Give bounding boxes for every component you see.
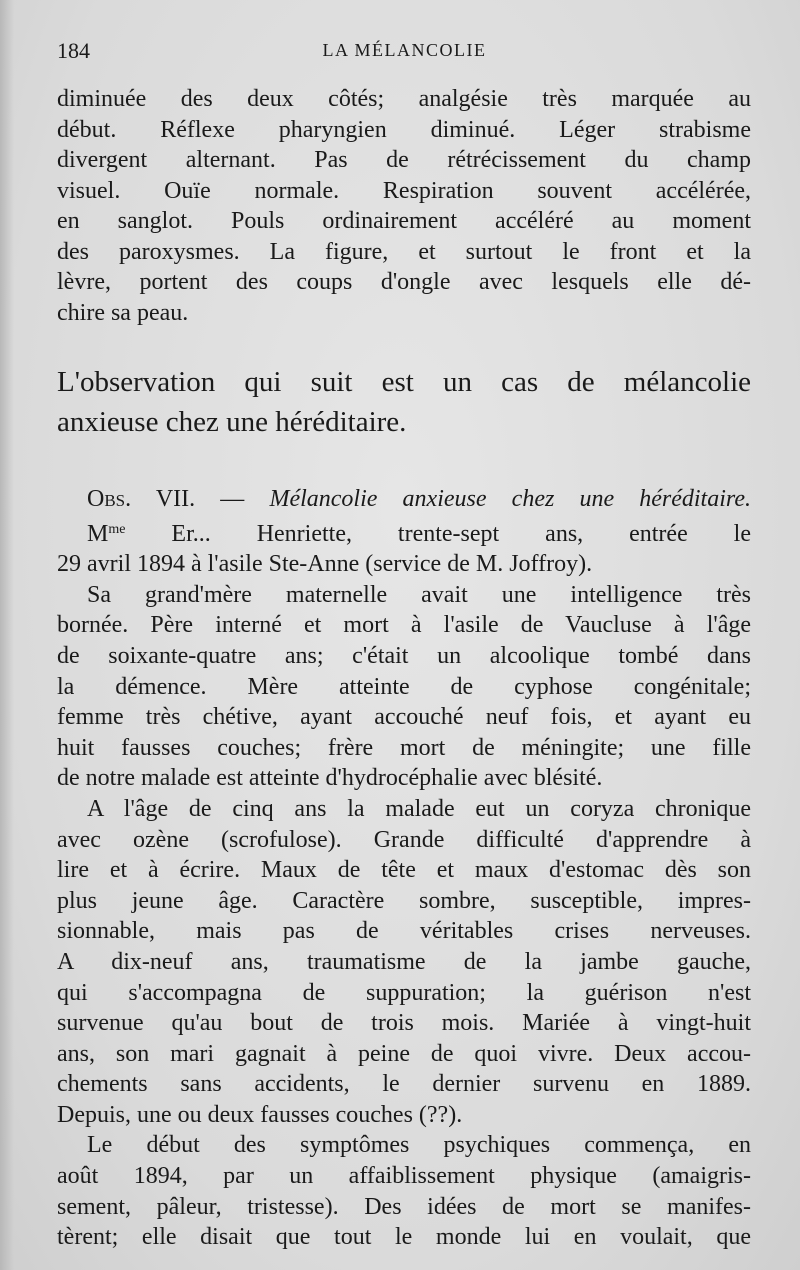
text-line: des paroxysmes. La figure, et surtout le front et la xyxy=(57,238,751,265)
text-line: de notre malade est atteinte d'hydrocéphalie avec blésité. xyxy=(57,765,603,792)
text-line: sionnable, mais pas de véritables crises nerveuses. xyxy=(57,918,751,945)
page-header xyxy=(57,38,752,68)
text-line: A dix-neuf ans, traumatisme de la jambe gauche, xyxy=(57,948,751,975)
text-line: la démence. Mère atteinte de cyphose congénitale; xyxy=(57,673,751,700)
running-head: LA MÉLANCOLIE xyxy=(322,40,487,60)
text-line: tèrent; elle disait que tout le monde lui en voulait, que xyxy=(57,1224,751,1251)
observation-block xyxy=(57,484,751,1253)
text-line: femme très chétive, ayant accouché neuf fois, et ayant eu xyxy=(57,704,751,731)
text-line: bornée. Père interné et mort à l'asile de Vaucluse à l'âge xyxy=(57,612,751,639)
text-line: avec ozène (scrofulose). Grande difficulté d'apprendre à xyxy=(57,826,751,853)
text-line: Depuis, une ou deux fausses couches (??). xyxy=(57,1101,463,1128)
intro-paragraph xyxy=(57,362,751,442)
text-line: diminuée des deux côtés; analgésie très marquée au xyxy=(57,86,751,112)
text-line: lire et à écrire. Maux de tête et maux d'estomac dès son xyxy=(57,857,751,884)
text-line: chire sa peau. xyxy=(57,299,189,326)
text-line: en sanglot. Pouls ordinairement accéléré au moment xyxy=(57,208,751,234)
spine-shadow xyxy=(0,0,14,1270)
text-line: visuel. Ouïe normale. Respiration souvent accélérée, xyxy=(57,177,751,204)
text-line: Sa grand'mère maternelle avait une intelligence très xyxy=(87,581,751,608)
text-line: chements sans accidents, le dernier survenu en 1889. xyxy=(57,1071,751,1098)
observation-title: Mélancolie anxieuse chez une héréditaire. xyxy=(269,486,751,512)
page-number: 184 xyxy=(57,38,90,63)
patient-sup: me xyxy=(108,521,126,537)
patient-line xyxy=(57,515,751,550)
text-line: L'observation qui suit est un cas de mélancolie xyxy=(57,366,751,398)
text-line: sement, pâleur, tristesse). Des idées de mort se manifes- xyxy=(57,1193,751,1220)
observation-dash: — xyxy=(195,486,270,512)
text-line: de soixante-quatre ans; c'était un alcoolique tombé dans xyxy=(57,642,751,669)
text-line: huit fausses couches; frère mort de méningite; une fille xyxy=(57,734,751,761)
patient-prefix: M xyxy=(87,520,109,547)
observation-heading xyxy=(57,484,751,515)
text-line: survenue qu'au bout de trois mois. Mariée à vingt-huit xyxy=(57,1010,751,1037)
text-line: Le début des symptômes psychiques commença, en xyxy=(87,1132,751,1159)
text-line: ans, son mari gagnait à peine de quoi vivre. Deux accou- xyxy=(57,1040,751,1067)
text-line: A l'âge de cinq ans la malade eut un coryza chronique xyxy=(87,795,751,822)
text-line: août 1894, par un affaiblissement physique (amaigris- xyxy=(57,1163,751,1190)
text-line: plus jeune âge. Caractère sombre, susceptible, impres- xyxy=(57,887,751,914)
text-line: début. Réflexe pharyngien diminué. Léger strabisme xyxy=(57,116,751,143)
patient-rest: Er... Henriette, trente-sept ans, entrée le xyxy=(125,520,751,547)
observation-label: Obs. VII. xyxy=(87,486,196,512)
text-line: 29 avril 1894 à l'asile Ste-Anne (service de M. Joffroy). xyxy=(57,551,593,578)
text-line: qui s'accompagna de suppuration; la guérison n'est xyxy=(57,979,751,1006)
text-line: anxieuse chez une héréditaire. xyxy=(57,406,407,438)
paragraph-continuation xyxy=(57,84,751,328)
text-line: lèvre, portent des coups d'ongle avec lesquels elle dé- xyxy=(57,269,751,295)
text-line: divergent alternant. Pas de rétrécissement du champ xyxy=(57,147,751,173)
